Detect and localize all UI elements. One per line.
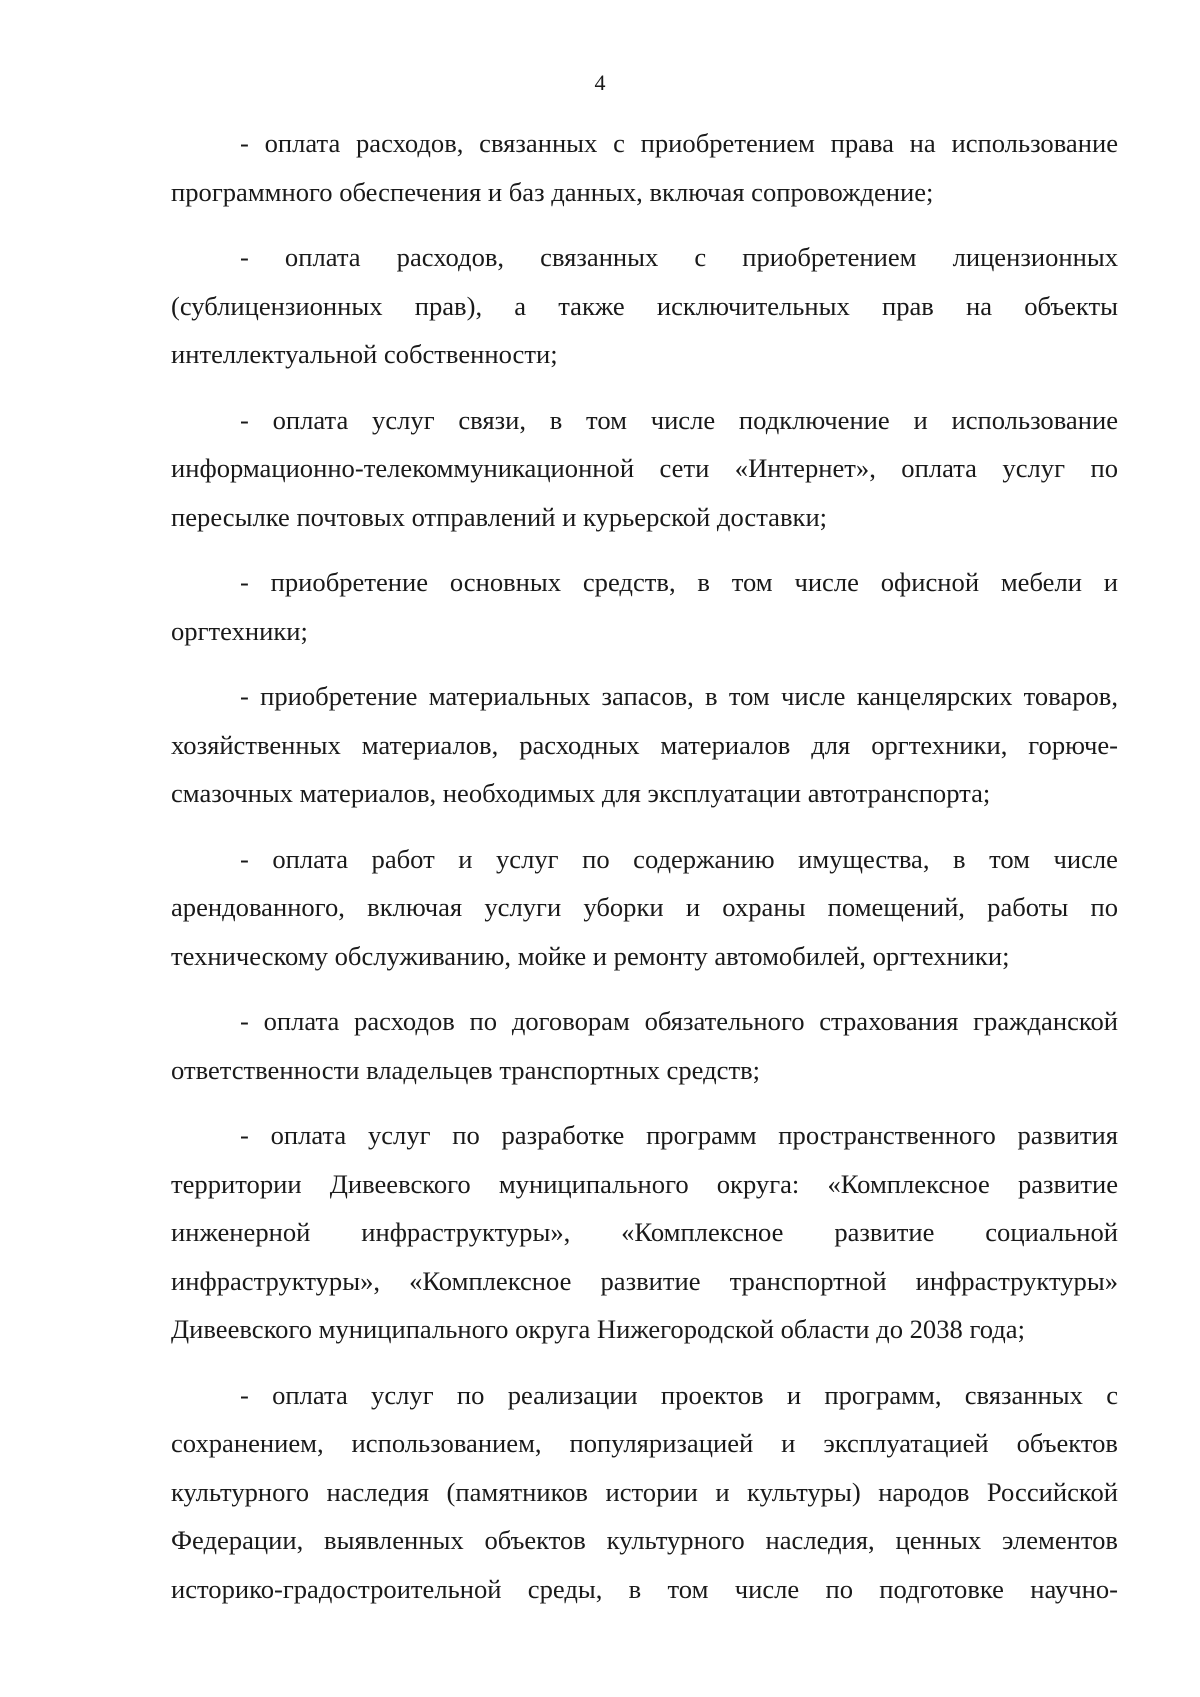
paragraph-fixed-assets: - приобретение основных средств, в том числе офисной мебели и оргтехники; [171, 567, 1118, 646]
paragraph-cultural-heritage: - оплата услуг по реализации проектов и программ, связанных с сохранением, использованием, популяризацией и эксплуатацией объектов культурного наследия (памятников истории и культуры) народов Российской Федерации, выявленных объектов культурного наследия, ценных элементов историко-градостроительной среды, в том числе по подготовке научно- [171, 1379, 1118, 1604]
paragraph-insurance: - оплата расходов по договорам обязательного страхования гражданской ответственности владельцев транспортных средств; [171, 1006, 1118, 1085]
document-body [171, 119, 1118, 1613]
paragraph-license-rights: - оплата расходов, связанных с приобретением лицензионных (сублицензионных прав), а также исключительных прав на объекты интеллектуальной собственности; [171, 242, 1118, 369]
paragraph-communication-services: - оплата услуг связи, в том числе подключение и использование информационно-телекоммуникационной сети «Интернет», оплата услуг по пересылке почтовых отправлений и курьерской доставки; [171, 404, 1118, 532]
page-number: 4 [594, 70, 606, 95]
paragraph-spatial-development: - оплата услуг по разработке программ пространственного развития территории Дивеевского муниципального округа: «Комплексное развитие инженерной инфраструктуры», «Комплексное развитие социальной инфраструктуры», «Комплексное развитие транспортной инфраструктуры» Дивеевского муниципального округа Нижегородской области до 2038 года; [171, 1120, 1118, 1344]
paragraph-software-expenses: - оплата расходов, связанных с приобретением права на использование программного обеспечения и баз данных, включая сопровождение; [171, 128, 1118, 207]
paragraph-material-supplies: - приобретение материальных запасов, в том числе канцелярских товаров, хозяйственных материалов, расходных материалов для оргтехники, горюче-смазочных материалов, необходимых для эксплуатации автотранспорта; [171, 681, 1118, 808]
paragraph-property-maintenance: - оплата работ и услуг по содержанию имущества, в том числе арендованного, включая услуги уборки и охраны помещений, работы по техническому обслуживанию, мойке и ремонту автомобилей, оргтехники; [171, 843, 1118, 971]
